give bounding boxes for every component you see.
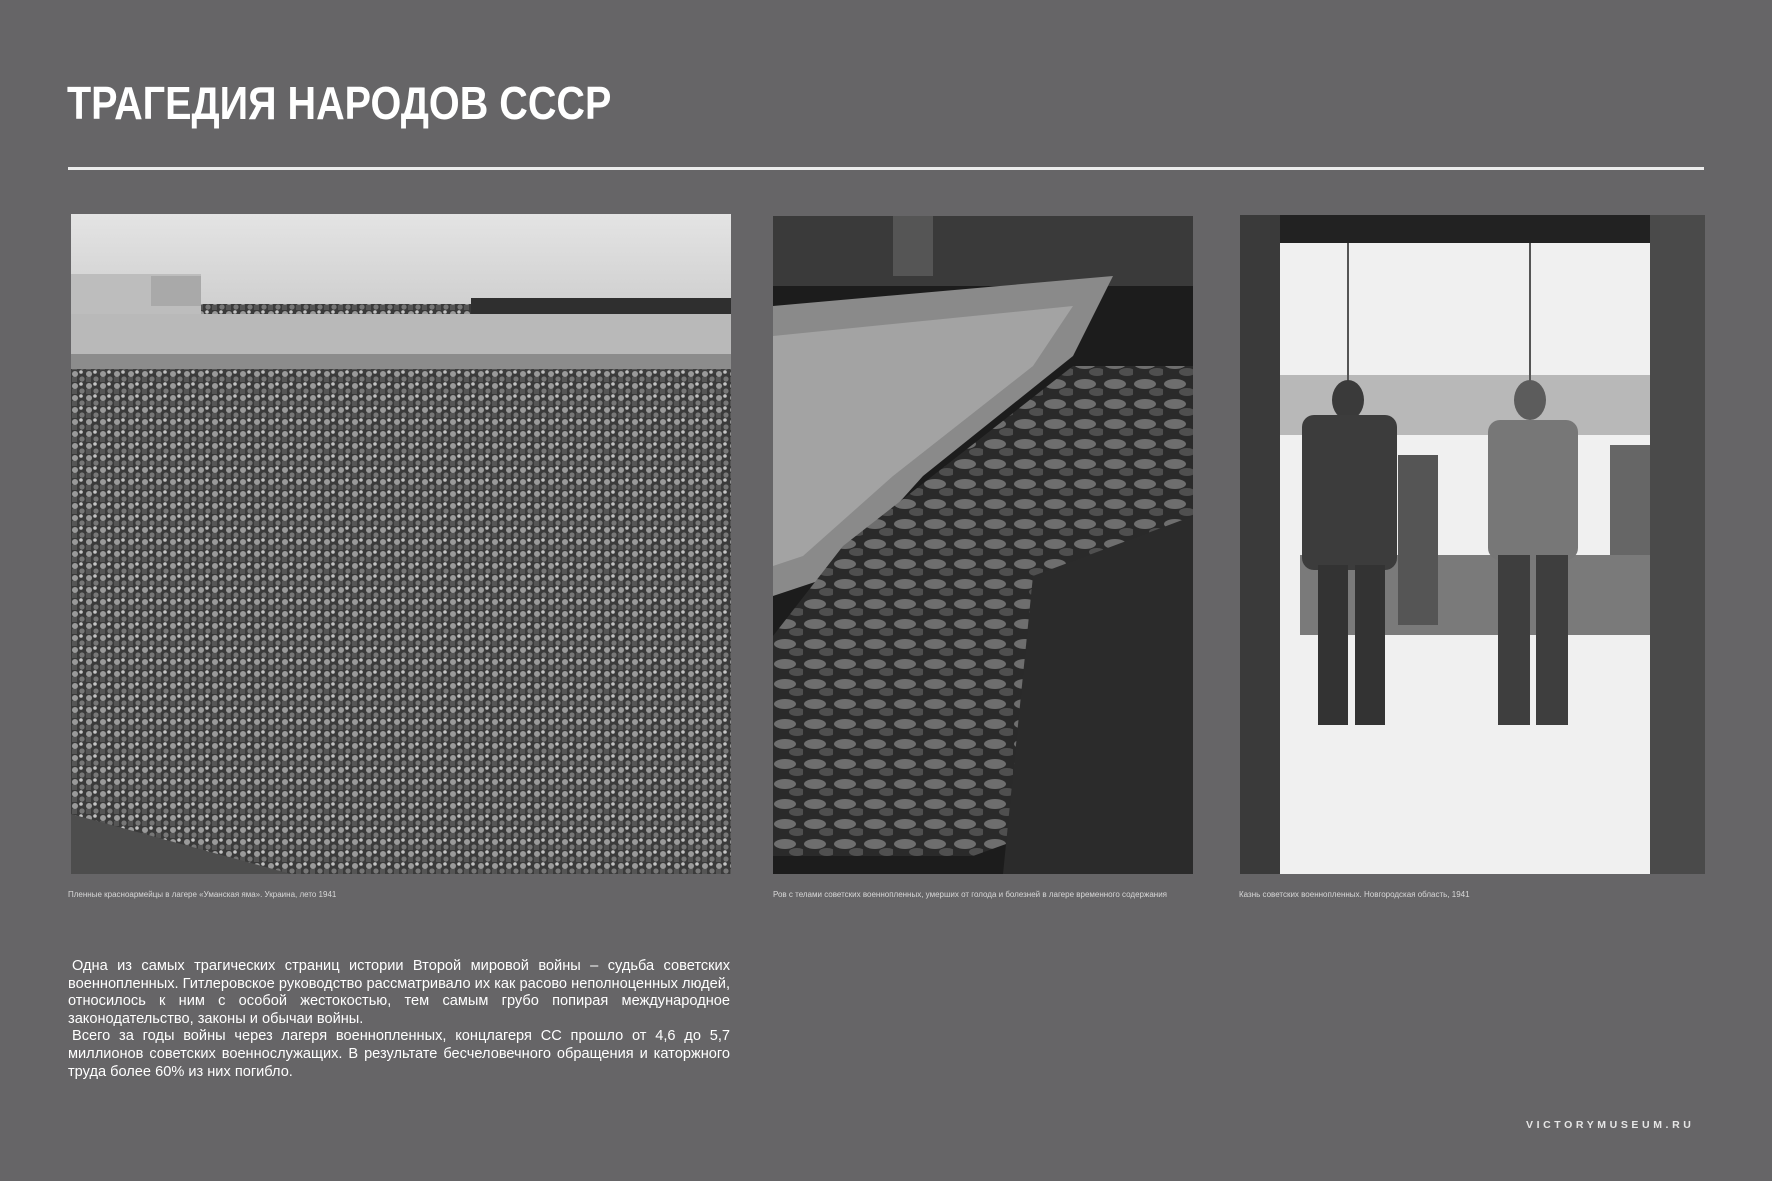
body-text <box>68 958 730 1081</box>
photo-caption-1: Пленные красноармейцы в лагере «Уманская яма». Украина, лето 1941 <box>68 890 337 899</box>
photo-caption-2: Ров с телами советских военнопленных, умерших от голода и болезней в лагере временного содержания <box>773 890 1167 899</box>
title-divider <box>68 167 1704 170</box>
photo-caption-3: Казнь советских военнопленных. Новгородская область, 1941 <box>1239 890 1470 899</box>
photo-trench <box>773 216 1193 874</box>
body-paragraph-1: Одна из самых трагических страниц истории Второй мировой войны – судьба советских военнопленных. Гитлеровское руководство рассматривало их как расово неполноценных людей, относилось к ним с особой жестокостью, тем самым грубо попирая международное законодательство, законы и обычаи войны. <box>68 958 730 1027</box>
site-footer: VICTORYMUSEUM.RU <box>1526 1119 1695 1131</box>
photo-execution <box>1240 215 1705 874</box>
photo-prisoners-crowd <box>71 214 731 874</box>
page-title: ТРАГЕДИЯ НАРОДОВ СССР <box>67 77 612 129</box>
body-paragraph-2: Всего за годы войны через лагеря военнопленных, концлагеря СС прошло от 4,6 до 5,7 миллионов советских военнослужащих. В результате бесчеловечного обращения и каторжного труда более 60% из них погибло. <box>68 1028 730 1080</box>
